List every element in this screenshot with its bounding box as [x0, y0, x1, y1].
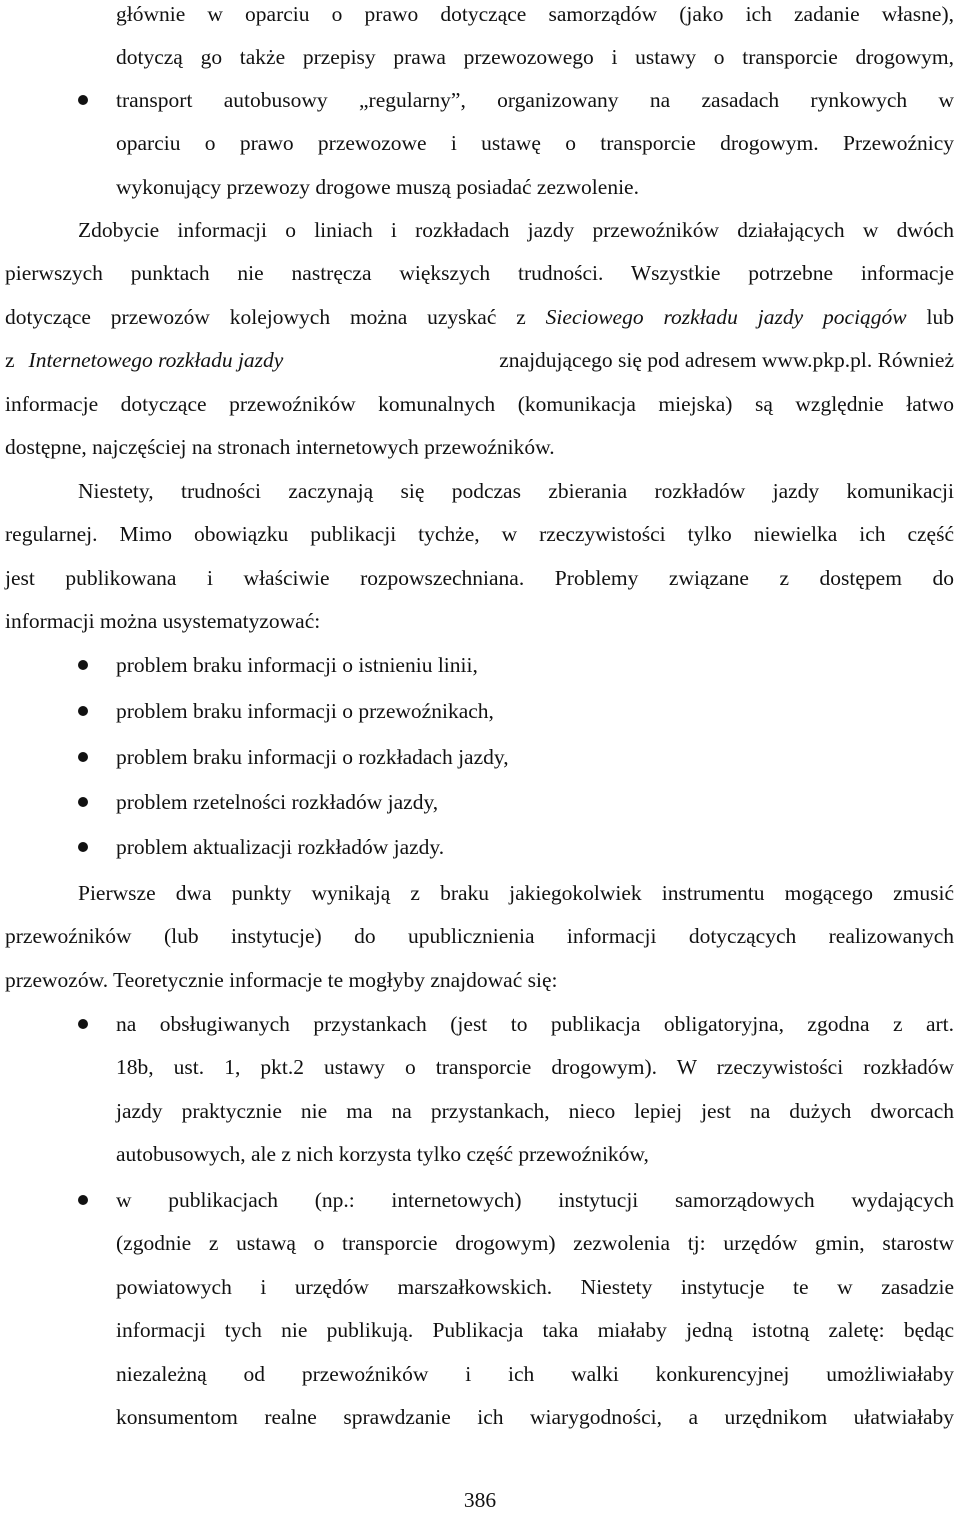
bottom-bullet-2-line-6: konsumentom realne sprawdzanie ich wiarygodności, a urzędnikom ułatwiałaby: [116, 1405, 954, 1429]
bottom-bullet-1-line-1: na obsługiwanych przystankach (jest to publikacja obligatoryjna, zgodna z art.: [116, 1012, 954, 1036]
bullet-icon: [78, 1019, 88, 1029]
para1-line-4-c: znajdującego się pod adresem www.pkp.pl. Również: [499, 348, 954, 372]
problem-item: problem rzetelności rozkładów jazdy,: [116, 790, 439, 814]
bottom-bullet-1-line-4: autobusowych, ale z nich korzysta tylko część przewoźników,: [116, 1142, 649, 1166]
bullet-icon: [78, 660, 88, 670]
bottom-bullet-2-line-1: w publikacjach (np.: internetowych) instytucji samorządowych wydających: [116, 1188, 954, 1212]
bullet-icon: [78, 842, 88, 852]
para1-line-6: dostępne, najczęściej na stronach internetowych przewoźników.: [5, 435, 555, 459]
bullet-icon: [78, 797, 88, 807]
top-bullet-2-line-1: transport autobusowy „regularny”, organizowany na zasadach rynkowych w: [116, 88, 954, 112]
top-bullet-2-line-2: oparciu o prawo przewozowe i ustawę o transporcie drogowym. Przewoźnicy: [116, 131, 954, 155]
para2-line-3: jest publikowana i właściwie rozpowszechniana. Problemy związane z dostępem do: [5, 566, 954, 590]
para2-line-4: informacji można usystematyzować:: [5, 609, 321, 633]
para1-line-4: [5, 346, 954, 374]
para3-line-3: przewozów. Teoretycznie informacje te mogłyby znajdować się:: [5, 968, 558, 992]
para3-line-2: przewoźników (lub instytucje) do upublicznienia informacji dotyczących realizowanych: [5, 924, 954, 948]
bottom-bullet-1-line-2: 18b, ust. 1, pkt.2 ustawy o transporcie drogowym). W rzeczywistości rozkładów: [116, 1055, 954, 1079]
para3-line-1: Pierwsze dwa punkty wynikają z braku jakiegokolwiek instrumentu mogącego zmusić: [78, 881, 954, 905]
para1-line-5: informacje dotyczące przewoźników komunalnych (komunikacja miejska) są względnie łatwo: [5, 392, 954, 416]
internetowy-rozklad-title: Internetowego rozkładu jazdy: [28, 348, 284, 372]
para1-line-3-a: dotyczące przewozów kolejowych można uzyskać z: [5, 305, 546, 329]
para1-line-2: pierwszych punktach nie nastręcza większych trudności. Wszystkie potrzebne informacje: [5, 261, 954, 285]
bullet-icon: [78, 95, 88, 105]
para1-line-4-a: z: [5, 348, 15, 372]
bottom-bullet-1-line-3: jazdy praktycznie nie ma na przystankach, nieco lepiej jest na dużych dworcach: [116, 1099, 954, 1123]
para1-line-3-c: lub: [906, 305, 955, 329]
bullet-icon: [78, 1195, 88, 1205]
bullet-icon: [78, 752, 88, 762]
top-bullet-1-line-1: głównie w oparciu o prawo dotyczące samorządów (jako ich zadanie własne),: [116, 2, 954, 26]
problem-item: problem braku informacji o istnieniu linii,: [116, 653, 478, 677]
bottom-bullet-2-line-5: niezależną od przewoźników i ich walki konkurencyjnej umożliwiałaby: [116, 1362, 954, 1386]
problem-item: problem braku informacji o przewoźnikach,: [116, 699, 494, 723]
bottom-bullet-2-line-4: informacji tych nie publikują. Publikacja taka miałaby jedną istotną zaletę: będąc: [116, 1318, 954, 1342]
problem-item: problem aktualizacji rozkładów jazdy.: [116, 835, 445, 859]
bottom-bullet-2-line-3: powiatowych i urzędów marszałkowskich. Niestety instytucje te w zasadzie: [116, 1275, 954, 1299]
page-number: 386: [463, 1488, 497, 1512]
para2-line-1: Niestety, trudności zaczynają się podczas zbierania rozkładów jazdy komunikacji: [78, 479, 954, 503]
para2-line-2: regularnej. Mimo obowiązku publikacji tychże, w rzeczywistości tylko niewielka ich część: [5, 522, 954, 546]
sieciowy-rozklad-title: Sieciowego rozkładu jazdy pociągów: [545, 305, 907, 329]
bottom-bullet-2-line-2: (zgodnie z ustawą o transporcie drogowym) zezwolenia tj: urzędów gmin, starostw: [116, 1231, 954, 1255]
para1-line-1: Zdobycie informacji o liniach i rozkładach jazdy przewoźników działających w dwóch: [78, 218, 954, 242]
problem-item: problem braku informacji o rozkładach jazdy,: [116, 745, 509, 769]
bullet-icon: [78, 706, 88, 716]
top-bullet-2-line-3: wykonujący przewozy drogowe muszą posiadać zezwolenie.: [116, 175, 639, 199]
para1-line-3: [5, 303, 954, 331]
top-bullet-1-line-2: dotyczą go także przepisy prawa przewozowego i ustawy o transporcie drogowym,: [116, 45, 954, 69]
